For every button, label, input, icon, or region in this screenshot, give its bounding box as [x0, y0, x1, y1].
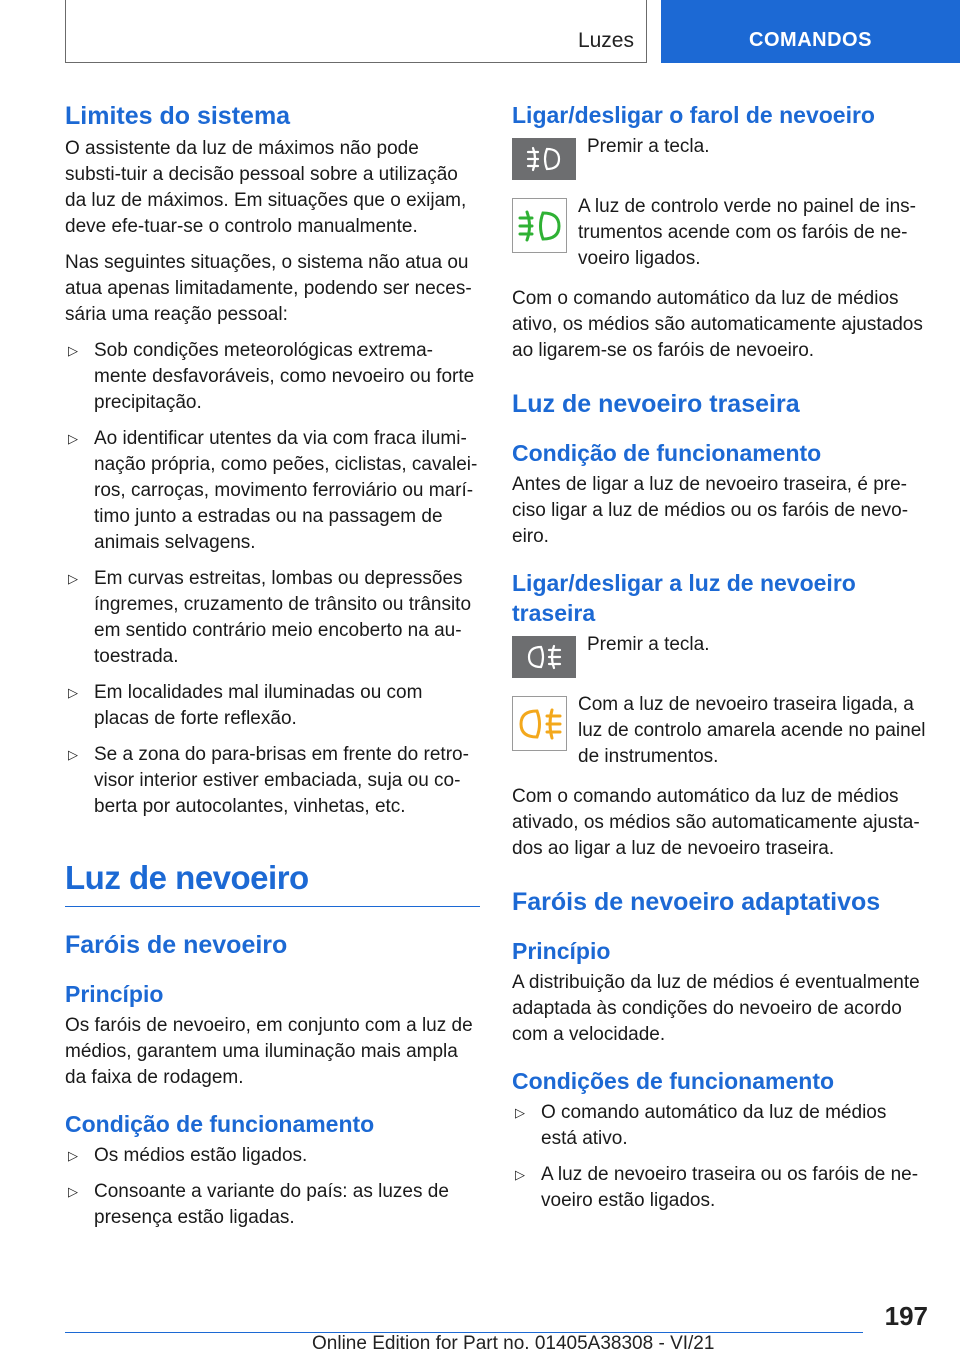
- bullet-triangle-icon: ▷: [68, 685, 78, 700]
- bullet-triangle-icon: ▷: [68, 431, 78, 446]
- list-item: ▷ Consoante a variante do país: as luzes de presença estão ligadas.: [68, 1181, 449, 1228]
- list-item: ▷ O comando automático da luz de médios está ativo.: [515, 1102, 887, 1149]
- limits-heading: Limites do sistema: [65, 102, 291, 130]
- limits-list: [65, 338, 480, 820]
- adaptive-condition-list: [512, 1100, 927, 1214]
- bullet-triangle-icon: ▷: [68, 1184, 78, 1199]
- list-item: ▷ Ao identificar utentes da via com fraca ilumi‐nação própria, como peões, ciclistas, cavalei‐ros, carroças, movimento ferroviário ou marí‐timo junto a estradas ou na passagem de animais selvagens.: [68, 428, 478, 553]
- principle-heading: Princípio: [65, 981, 164, 1007]
- rear-fog-heading: Luz de nevoeiro traseira: [512, 390, 800, 418]
- list-item: ▷ A luz de nevoeiro traseira ou os faróis de ne‐voeiro estão ligados.: [515, 1164, 919, 1211]
- bullet-triangle-icon: ▷: [515, 1167, 525, 1182]
- rear-toggle-heading: Ligar/desligar a luz de nevoeiro traseira: [512, 570, 856, 626]
- front-fog-key-row: [512, 134, 927, 180]
- left-column: [65, 100, 480, 1241]
- rear-fog-indicator-row: [512, 692, 927, 770]
- list-item: ▷ Se a zona do para-brisas em frente do retro‐visor interior estiver embaciada, suja ou co‐berta por autocolantes, vinhetas, etc.: [68, 744, 469, 817]
- list-item: ▷ Sob condições meteorológicas extrema‐mente desfavoráveis, como nevoeiro ou forte precipitação.: [68, 340, 475, 413]
- rear-auto-paragraph: Com o comando automático da luz de médios ativado, os médios são automaticamente ajusta‐dos ao ligar a luz de nevoeiro traseira.: [512, 786, 920, 859]
- rear-condition-paragraph: Antes de ligar a luz de nevoeiro traseira, é pre‐ciso ligar a luz de médios ou os faróis de nevo‐eiro.: [512, 474, 909, 547]
- press-key-text: Premir a tecla.: [587, 634, 710, 655]
- front-fog-indicator-row: [512, 194, 927, 272]
- rear-condition-heading: Condição de funcionamento: [512, 440, 822, 466]
- header-chapter-tab: COMANDOS: [661, 0, 960, 63]
- rear-indicator-text: Com a luz de nevoeiro traseira ligada, a luz de controlo amarela acende no painel de instrumentos.: [578, 694, 926, 767]
- page-number: 197: [884, 1301, 928, 1331]
- bullet-triangle-icon: ▷: [68, 1148, 78, 1163]
- footer-edition-text: Online Edition for Part no. 01405A38308 - VI/21: [312, 1333, 715, 1354]
- bullet-triangle-icon: ▷: [68, 343, 78, 358]
- list-item: ▷ Em localidades mal iluminadas ou com placas de forte reflexão.: [68, 682, 423, 729]
- toggle-front-fog-heading: Ligar/desligar o farol de nevoeiro: [512, 102, 875, 128]
- bullet-triangle-icon: ▷: [68, 747, 78, 762]
- front-indicator-text: A luz de controlo verde no painel de ins‐trumentos acende com os faróis de ne‐voeiro ligados.: [578, 196, 916, 269]
- condition-list: [65, 1143, 480, 1231]
- bullet-triangle-icon: ▷: [515, 1105, 525, 1120]
- press-key-text: Premir a tecla.: [587, 136, 710, 157]
- rear-fog-light-button-icon: [512, 636, 576, 678]
- rear-fog-light-indicator-icon: [512, 696, 567, 751]
- header-section-label: Luzes: [577, 29, 634, 52]
- adaptive-principle-heading: Princípio: [512, 938, 611, 964]
- front-fog-light-button-icon: [512, 138, 576, 180]
- adaptive-principle-paragraph: A distribuição da luz de médios é eventualmente adaptada às condições do nevoeiro de acordo com a velocidade.: [512, 972, 920, 1045]
- header-box: [65, 0, 647, 63]
- condition-heading: Condição de funcionamento: [65, 1111, 375, 1137]
- list-item: ▷ Os médios estão ligados.: [65, 1143, 480, 1169]
- front-fog-light-indicator-icon: [512, 198, 567, 253]
- bullet-triangle-icon: ▷: [68, 571, 78, 586]
- rear-fog-key-row: [512, 632, 927, 678]
- adaptive-condition-heading: Condições de funcionamento: [512, 1068, 835, 1094]
- limits-paragraph-1: O assistente da luz de máximos não pode substi‐tuir a decisão pessoal sobre a utilização da luz de máximos. Em situações que o exijam, deve efe‐tuar-se o controlo manualmente.: [65, 138, 467, 237]
- fog-light-heading: Luz de nevoeiro: [65, 856, 480, 907]
- adaptive-fog-heading: Faróis de nevoeiro adaptativos: [512, 888, 881, 916]
- front-fog-heading: Faróis de nevoeiro: [65, 931, 288, 959]
- right-column: [512, 100, 927, 1224]
- principle-paragraph: Os faróis de nevoeiro, em conjunto com a luz de médios, garantem uma iluminação mais ampla da faixa de rodagem.: [65, 1015, 473, 1088]
- front-auto-paragraph: Com o comando automático da luz de médios ativo, os médios são automaticamente ajustados ao ligarem-se os faróis de nevoeiro.: [512, 288, 923, 361]
- list-item: ▷ Em curvas estreitas, lombas ou depressões íngremes, cruzamento de trânsito ou trânsito em sentido contrário meio encoberto na au‐toestrada.: [68, 568, 472, 667]
- limits-paragraph-2: Nas seguintes situações, o sistema não atua ou atua apenas limitadamente, podendo ser neces‐sária uma reação pessoal:: [65, 252, 472, 325]
